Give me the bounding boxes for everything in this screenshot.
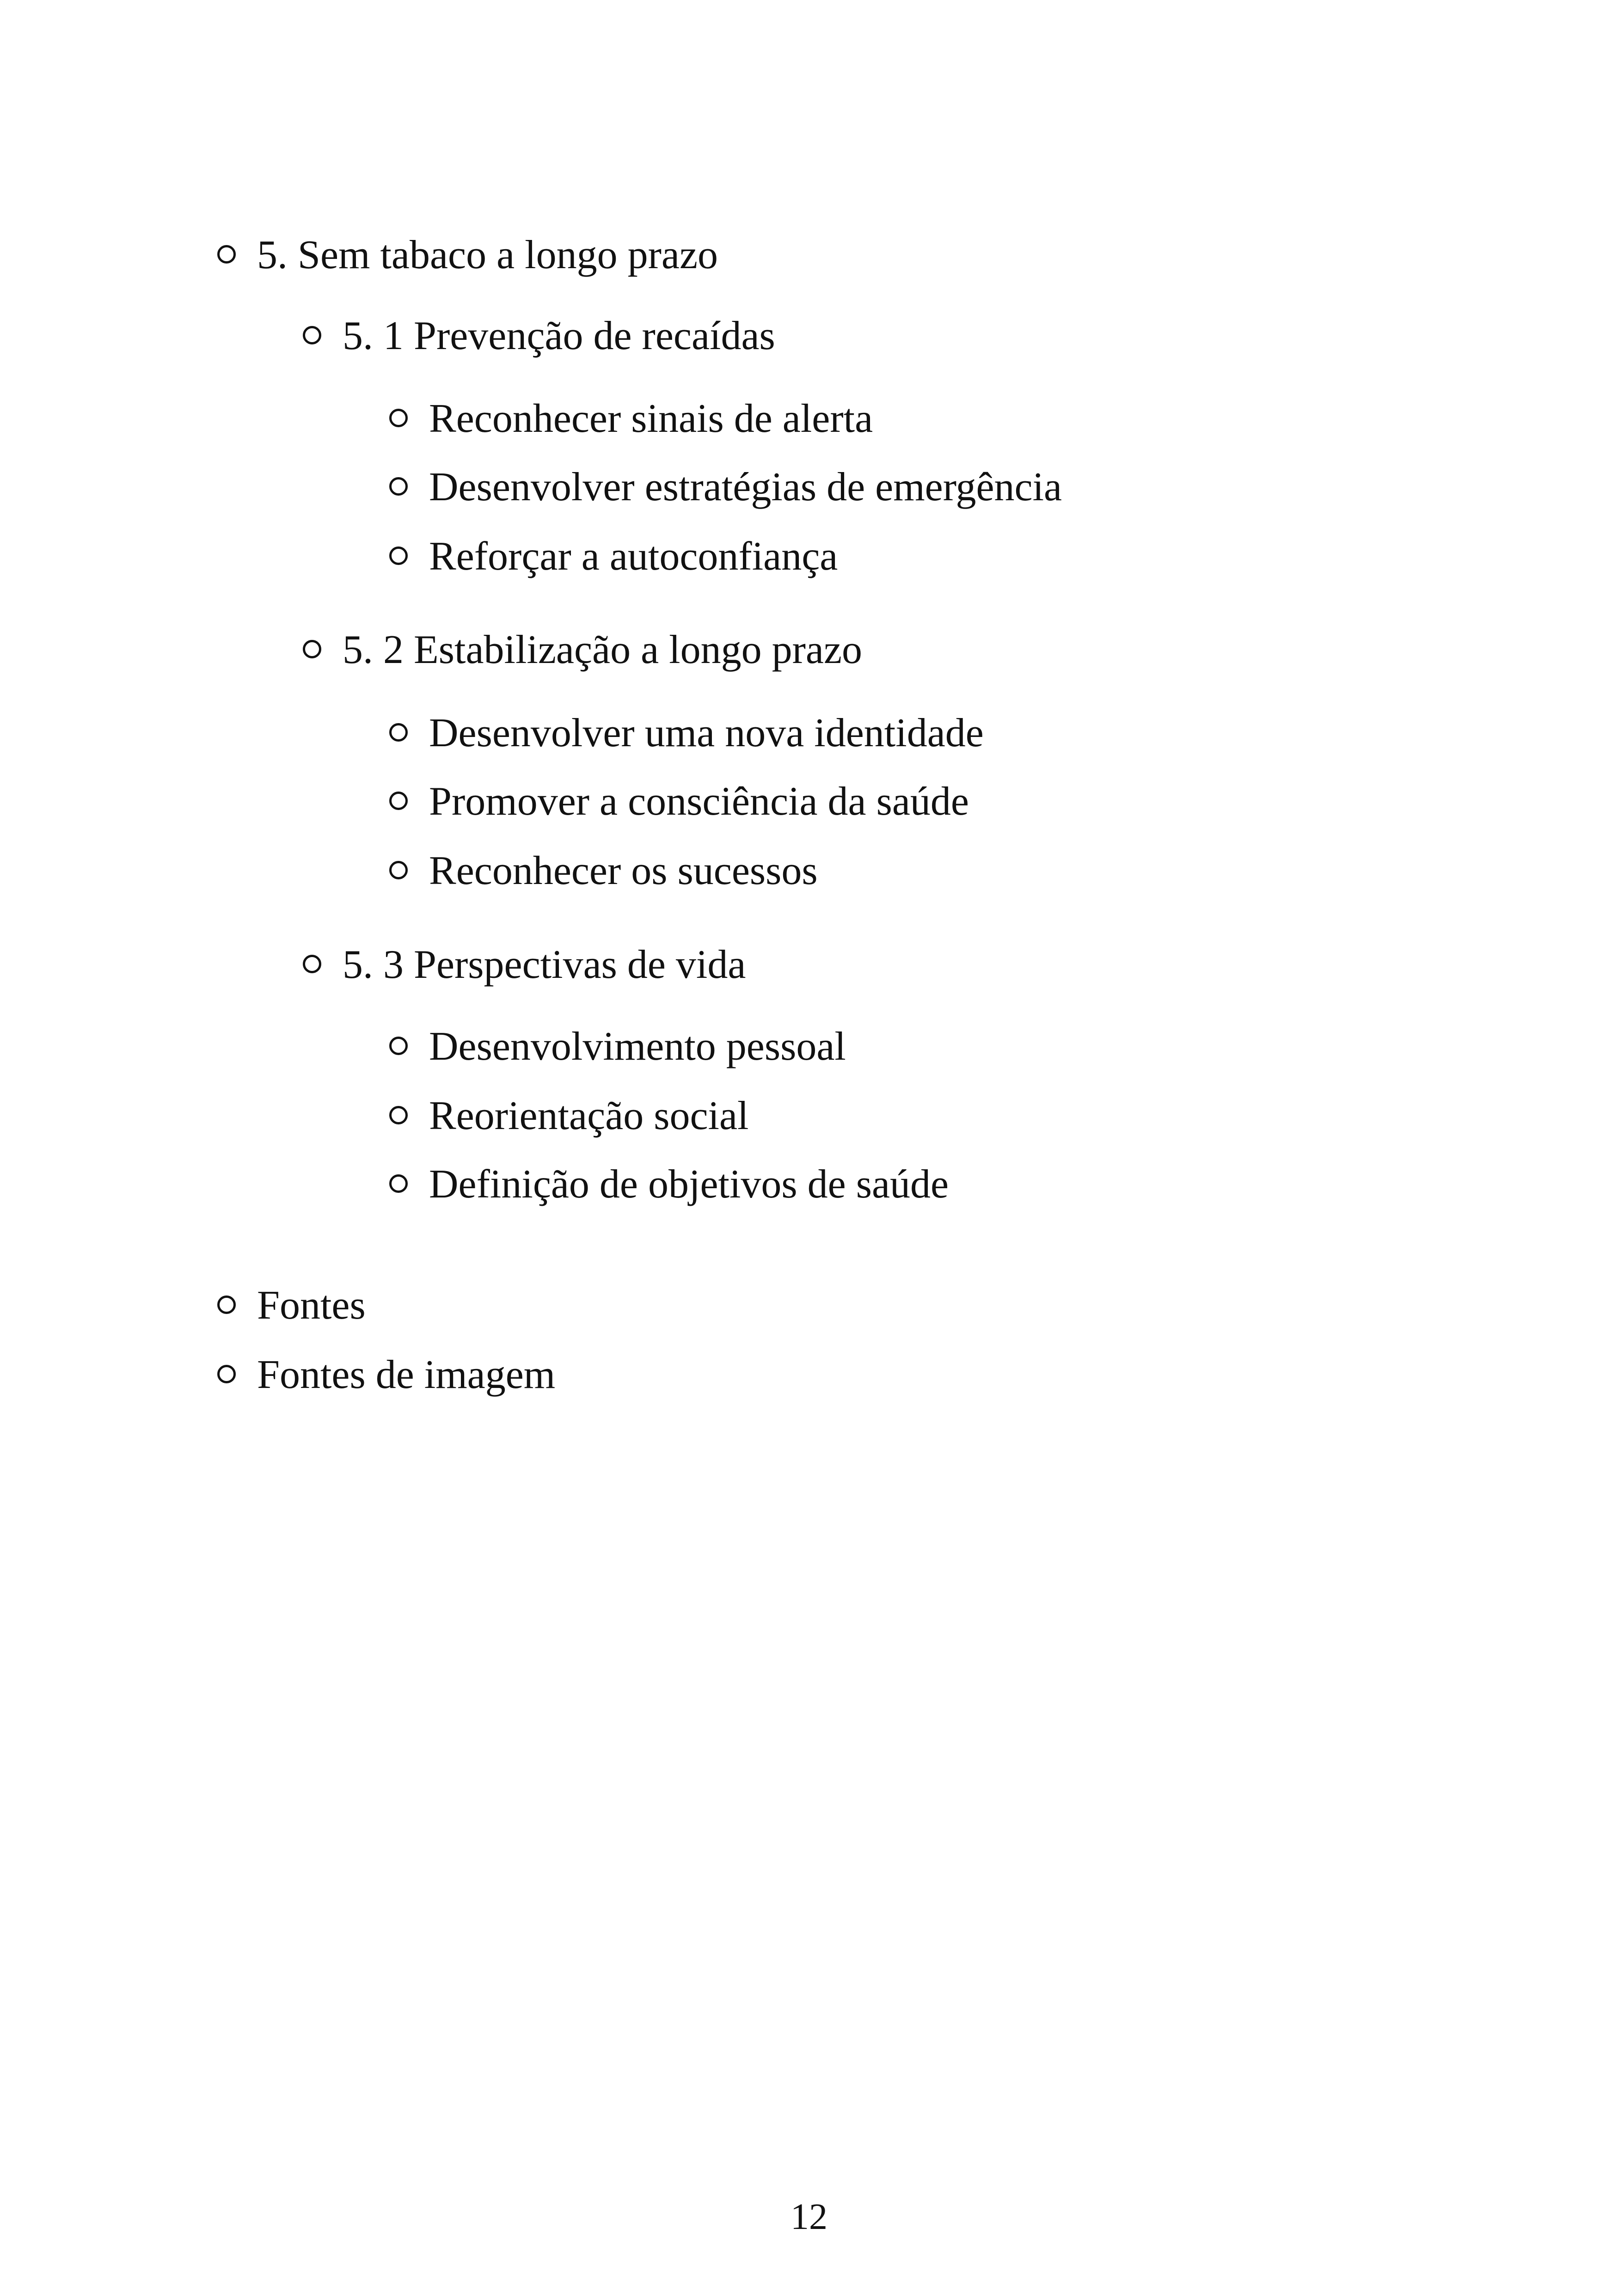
bullet-icon xyxy=(389,1106,408,1124)
outline-item-label: Desenvolvimento pessoal xyxy=(429,1024,846,1069)
outline-item-label: 5. 1 Prevenção de recaídas xyxy=(343,313,775,358)
outline-item xyxy=(389,536,838,577)
outline-item xyxy=(389,467,1062,508)
outline-item xyxy=(389,781,969,822)
outline-item xyxy=(389,848,818,893)
outline-item-label: Reconhecer os sucessos xyxy=(429,848,818,893)
outline-item xyxy=(389,1093,749,1138)
bullet-icon xyxy=(217,1295,236,1314)
outline-item-fontes-imagem xyxy=(217,1352,556,1397)
outline-item-section-5-1 xyxy=(303,313,775,358)
outline-item xyxy=(389,396,873,441)
outline-item-label: Reorientação social xyxy=(429,1093,749,1138)
outline-item-fontes xyxy=(217,1285,366,1326)
bullet-icon xyxy=(303,955,321,973)
outline-item-label: 5. 2 Estabilização a longo prazo xyxy=(343,627,863,672)
outline-item-label: Promover a consciência da saúde xyxy=(429,779,969,824)
bullet-icon xyxy=(389,546,408,565)
outline-item-label: Definição de objetivos de saúde xyxy=(429,1162,949,1207)
bullet-icon xyxy=(303,640,321,658)
outline-item-label: Fontes de imagem xyxy=(257,1352,556,1397)
outline-item xyxy=(389,713,984,754)
outline-item-label: Reconhecer sinais de alerta xyxy=(429,396,873,441)
bullet-icon xyxy=(389,1037,408,1055)
outline-item-section-5-2 xyxy=(303,627,863,672)
outline-item-section-5 xyxy=(217,235,718,276)
bullet-icon xyxy=(217,1365,236,1383)
bullet-icon xyxy=(389,861,408,879)
outline-item-section-5-3 xyxy=(303,942,746,987)
outline-item xyxy=(389,1026,846,1067)
outline-item-label: 5. Sem tabaco a longo prazo xyxy=(257,233,718,277)
page-number: 12 xyxy=(791,2197,827,2237)
bullet-icon xyxy=(389,723,408,742)
outline-item-label: Reforçar a autoconfiança xyxy=(429,534,838,579)
outline-item-label: Fontes xyxy=(257,1283,366,1328)
outline-item xyxy=(389,1164,949,1205)
bullet-icon xyxy=(389,1174,408,1193)
bullet-icon xyxy=(389,409,408,427)
bullet-icon xyxy=(303,326,321,344)
bullet-icon xyxy=(217,245,236,264)
outline-item-label: Desenvolver uma nova identidade xyxy=(429,711,984,755)
outline-item-label: Desenvolver estratégias de emergência xyxy=(429,465,1062,510)
bullet-icon xyxy=(389,477,408,496)
bullet-icon xyxy=(389,792,408,810)
outline-item-label: 5. 3 Perspectivas de vida xyxy=(343,942,746,987)
